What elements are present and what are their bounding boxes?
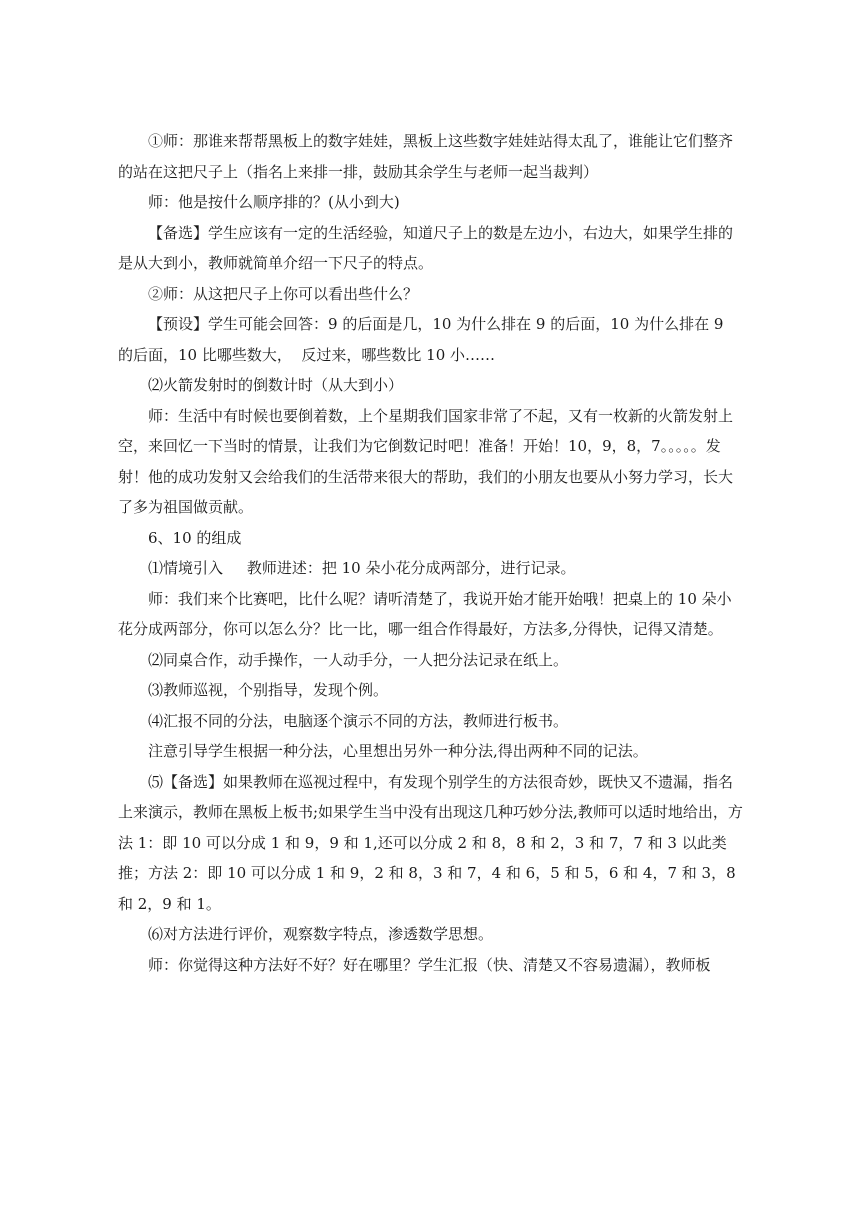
paragraph: 【预设】学生可能会回答：9 的后面是几，10 为什么排在 9 的后面，10 为什么排在 9 的后面，10 比哪些数大， 反过来，哪些数比 10 小…… bbox=[118, 315, 729, 364]
paragraph: ⑶教师巡视，个别指导，发现个例。 bbox=[148, 681, 389, 699]
paragraph: ⑴情境引入 教师进述：把 10 朵小花分成两部分，进行记录。 bbox=[148, 559, 576, 577]
paragraph: ⑵同桌合作，动手操作，一人动手分，一人把分法记录在纸上。 bbox=[148, 650, 569, 669]
section-heading: 6、10 的组成 bbox=[148, 528, 242, 547]
paragraph: ⑷汇报不同的分法，电脑逐个演示不同的方法，教师进行板书。 bbox=[148, 711, 569, 730]
paragraph: 师：生活中有时候也要倒着数，上个星期我们国家非常了不起，又有一枚新的火箭发射上空，来回忆一下当时的情景，让我们为它倒数记时吧！准备！开始！10，9，8，7。。。。。发射！他的成功发射又会给我们的生活带来很大的帮助，我们的小朋友也要从小努力学习，长大了多为祖国做贡献。 bbox=[118, 406, 734, 516]
paragraph: ⑸【备选】如果教师在巡视过程中，有发现个别学生的方法很奇妙，既快又不遗漏，指名上来演示，教师在黑板上板书;如果学生当中没有出现这几种巧妙分法,教师可以适时地给出，方法 1：即 10 可以分成 1 和 9，9 和 1,还可以分成 2 和 8，8 和 2，3 和 7，7 和 3 以此类推；方法 2：即 10 可以分成 1 和 9，2 和 8，3 和 7，4 和 6，5 和 5，6 和 4，7 和 3，8 和 2，9 和 1。 bbox=[118, 772, 743, 913]
paragraph: 师：我们来个比赛吧，比什么呢？请听清楚了，我说开始才能开始哦！把桌上的 10 朵小花分成两部分，你可以怎么分？比一比，哪一组合作得最好，方法多,分得快，记得又清楚。 bbox=[118, 589, 732, 638]
paragraph: 师：他是按什么顺序排的？(从小到大) bbox=[148, 193, 400, 211]
paragraph: ⑵火箭发射时的倒数计时（从大到小） bbox=[148, 376, 404, 394]
paragraph: ⑹对方法进行评价，观察数字特点，渗透数学思想。 bbox=[148, 925, 494, 943]
paragraph: 师：你觉得这种方法好不好？好在哪里？学生汇报（快、清楚又不容易遗漏），教师板 bbox=[148, 955, 711, 974]
paragraph: 【备选】学生应该有一定的生活经验，知道尺子上的数是左边小，右边大，如果学生排的是从大到小，教师就简单介绍一下尺子的特点。 bbox=[118, 223, 734, 272]
paragraph: 注意引导学生根据一种分法，心里想出另外一种分法,得出两种不同的记法。 bbox=[148, 742, 648, 760]
paragraph: ②师：从这把尺子上你可以看出些什么？ bbox=[148, 284, 419, 303]
document-body bbox=[118, 126, 743, 980]
paragraph: ①师：那谁来帮帮黑板上的数字娃娃，黑板上这些数字娃娃站得太乱了，谁能让它们整齐的站在这把尺子上（指名上来排一排，鼓励其余学生与老师一起当裁判） bbox=[118, 132, 734, 181]
